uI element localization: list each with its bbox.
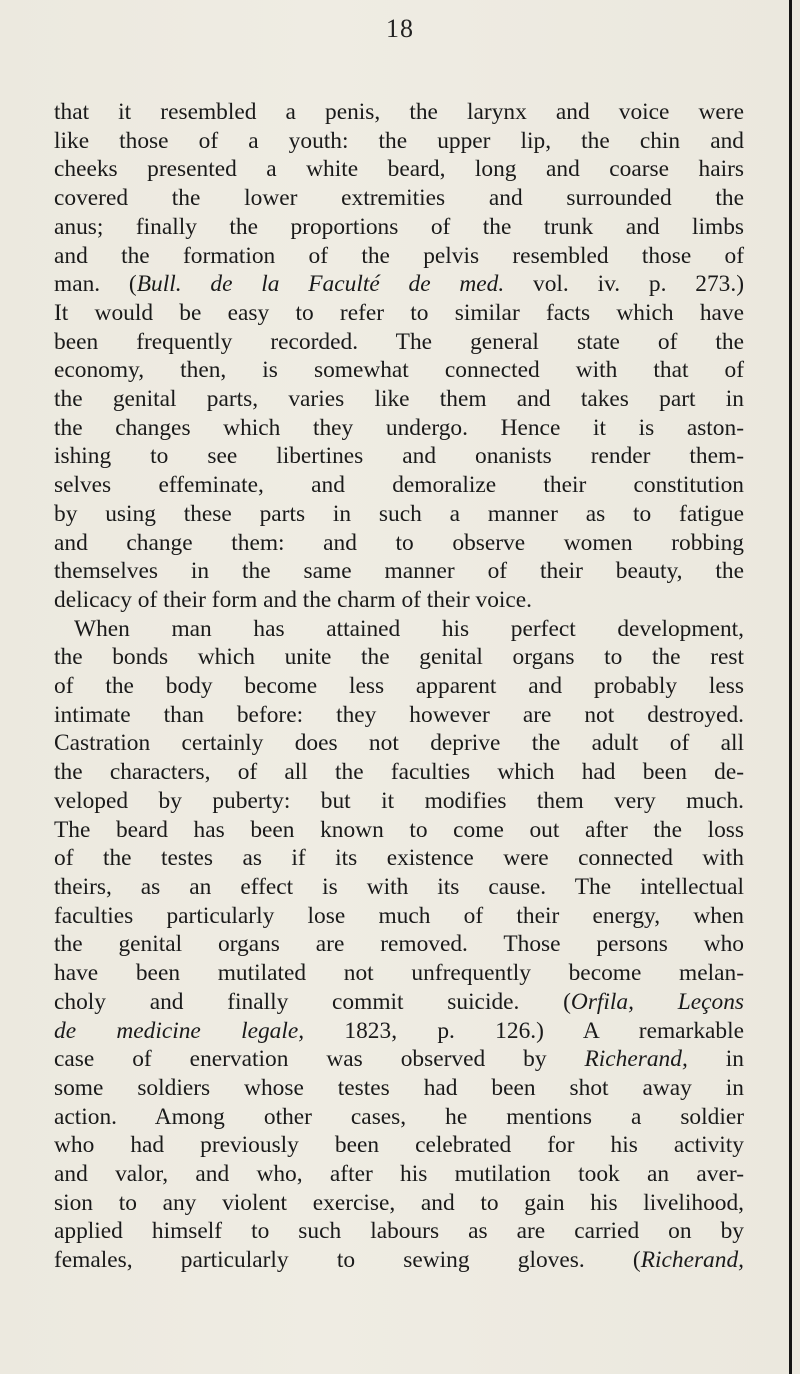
text-line: covered the lower extremities and surrounded the <box>54 185 744 212</box>
text-line: the genital parts, varies like them and takes part in <box>54 386 744 413</box>
text-line: intimate than before: they however are not destroyed. <box>54 701 744 728</box>
text-line: de medicine legale, 1823, p. 126.) A remarkable <box>54 1017 744 1044</box>
text-line: veloped by puberty: but it modifies them very much. <box>54 787 744 814</box>
text-line: by using these parts in such a manner as to fatigue <box>54 500 744 527</box>
page-edge-shadow <box>789 0 792 1374</box>
text-line: theirs, as an effect is with its cause. The intellectual <box>54 873 744 900</box>
text-line: cheeks presented a white beard, long and coarse hairs <box>54 156 744 183</box>
text-line: anus; finally the proportions of the trunk and limbs <box>54 213 744 240</box>
text-line: and change them: and to observe women robbing <box>54 529 744 556</box>
text-line: that it resembled a penis, the larynx and voice were <box>54 99 744 125</box>
text-line: the characters, of all the faculties which had been de- <box>54 759 744 786</box>
text-line: of the testes as if its existence were connected with <box>54 845 744 872</box>
text-line: ishing to see libertines and onanists render them- <box>54 443 744 470</box>
text-line: sion to any violent exercise, and to gain his livelihood, <box>54 1189 744 1216</box>
text-line: faculties particularly lose much of their energy, when <box>54 902 744 929</box>
text-line: When man has attained his perfect development, <box>74 615 744 642</box>
text-line: like those of a youth: the upper lip, the chin and <box>54 127 744 154</box>
text-line: themselves in the same manner of their beauty, the <box>54 558 744 585</box>
text-line: choly and finally commit suicide. (Orfila, Leçons <box>54 988 745 1015</box>
text-line: selves effeminate, and demoralize their constitution <box>54 472 744 499</box>
text-line: the changes which they undergo. Hence it is aston- <box>54 414 744 441</box>
text-line: the bonds which unite the genital organs to the rest <box>54 644 744 671</box>
text-line: delicacy of their form and the charm of their voice. <box>54 586 533 613</box>
text-line: some soldiers whose testes had been shot away in <box>54 1074 744 1101</box>
text-line: who had previously been celebrated for his activity <box>54 1132 744 1159</box>
text-line: man. (Bull. de la Faculté de med. vol. iv. p. 273.) <box>54 271 745 298</box>
text-line: the genital organs are removed. Those persons who <box>54 931 744 958</box>
text-line: It would be easy to refer to similar facts which have <box>54 299 744 326</box>
text-line: The beard has been known to come out after the loss <box>54 816 744 843</box>
text-line: and the formation of the pelvis resembled those of <box>54 242 744 269</box>
text-line: and valor, and who, after his mutilation took an aver- <box>54 1161 744 1188</box>
page-number: 18 <box>386 14 414 43</box>
body-text <box>54 98 744 1275</box>
text-line: been frequently recorded. The general state of the <box>54 328 744 355</box>
text-line: of the body become less apparent and probably less <box>54 673 744 700</box>
text-line: case of enervation was observed by Richerand, in <box>54 1046 744 1073</box>
text-line: females, particularly to sewing gloves. (Richerand, <box>54 1247 744 1274</box>
text-line: Castration certainly does not deprive the adult of all <box>54 730 744 757</box>
text-line: action. Among other cases, he mentions a soldier <box>54 1103 744 1130</box>
text-line: economy, then, is somewhat connected with that of <box>54 357 744 384</box>
text-line: applied himself to such labours as are carried on by <box>54 1218 744 1245</box>
text-line: have been mutilated not unfrequently become melan- <box>54 960 744 987</box>
